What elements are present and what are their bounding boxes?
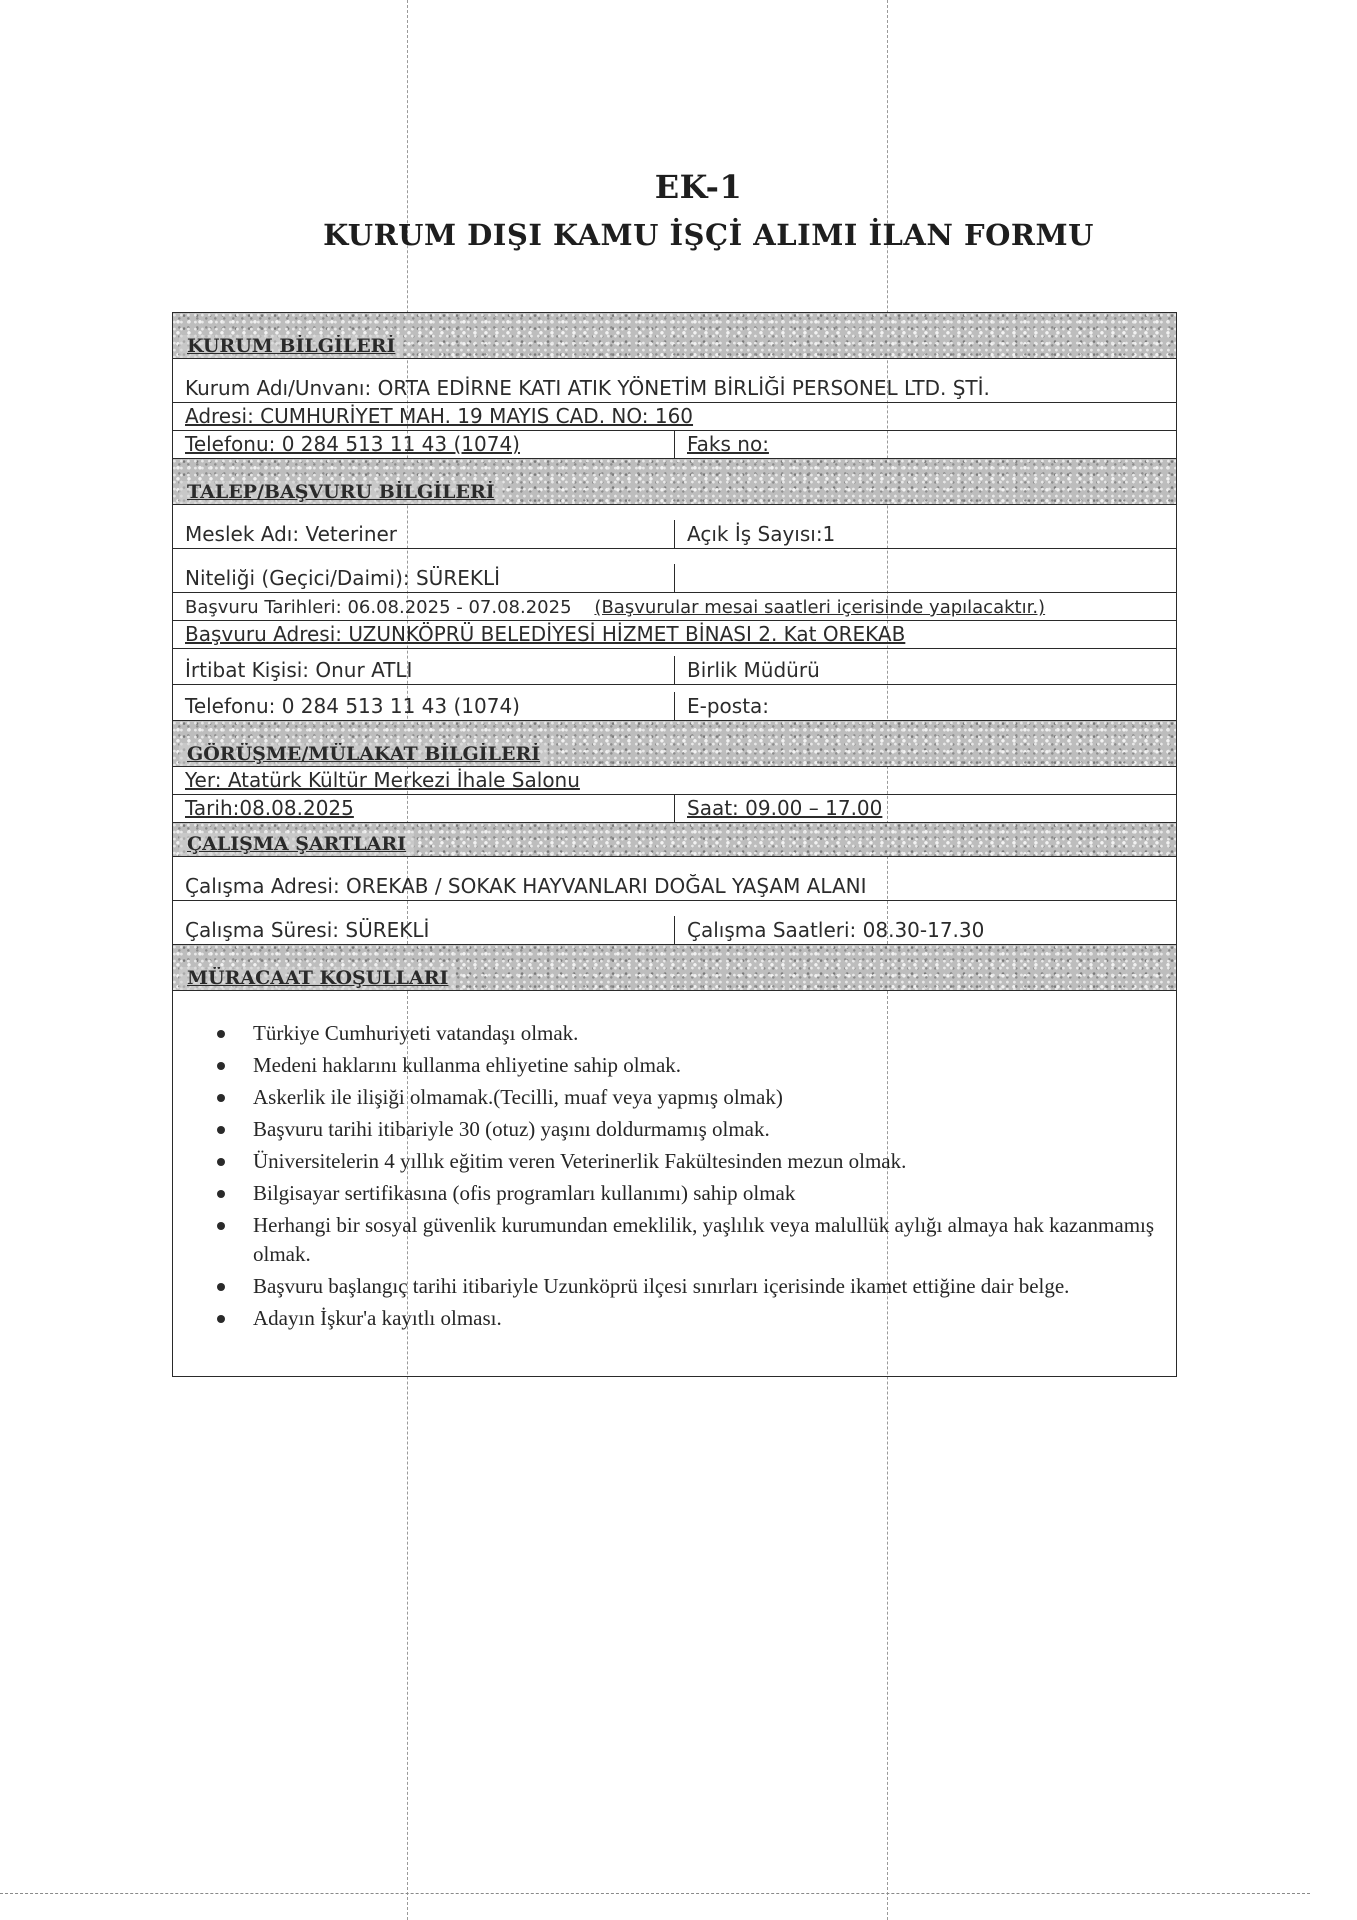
requirement-text: Üniversitelerin 4 yıllık eğitim veren Veterinerlik Fakültesinden mezun olmak.: [253, 1149, 907, 1173]
profession: Meslek Adı: Veteriner: [173, 520, 675, 548]
bullet-icon: [217, 1030, 225, 1038]
document-header: [0, 168, 1357, 252]
section-talep: [173, 459, 1176, 505]
section-title-talep: TALEP/BAŞVURU BİLGİLERİ: [179, 481, 503, 504]
job-nature-empty: [675, 588, 1176, 592]
row-kurum-contact: [173, 431, 1176, 459]
kurum-fax: Faks no:: [687, 432, 769, 456]
list-item: [217, 1019, 1156, 1048]
bullet-icon: [217, 1126, 225, 1134]
apply-address: Başvuru Adresi: UZUNKÖPRÜ BELEDİYESİ HİZMET BİNASI 2. Kat OREKAB: [185, 622, 906, 646]
document-subtitle: KURUM DIŞI KAMU İŞÇİ ALIMI İLAN FORMU: [323, 218, 1094, 252]
row-kurum-name: [173, 359, 1176, 403]
section-title-kurum: KURUM BİLGİLERİ: [179, 335, 403, 358]
row-talep-phone: [173, 685, 1176, 721]
bullet-icon: [217, 1315, 225, 1323]
bullet-icon: [217, 1190, 225, 1198]
work-hours: Çalışma Saatleri: 08.30-17.30: [687, 918, 985, 942]
row-contact: [173, 649, 1176, 685]
row-nature: [173, 549, 1176, 593]
requirement-text: Askerlik ile ilişiği olmamak.(Tecilli, muaf veya yapmış olmak): [253, 1085, 783, 1109]
section-title-gorusme: GÖRÜŞME/MÜLAKAT BİLGİLERİ: [179, 743, 548, 766]
bullet-icon: [217, 1158, 225, 1166]
bullet-icon: [217, 1283, 225, 1291]
section-calisma: [173, 823, 1176, 857]
interview-place: Yer: Atatürk Kültür Merkezi İhale Salonu: [185, 768, 580, 792]
list-item: [217, 1115, 1156, 1144]
row-apply-address: [173, 621, 1176, 649]
application-dates: [173, 595, 1176, 620]
talep-email: E-posta:: [687, 694, 770, 718]
section-title-muracaat: MÜRACAAT KOŞULLARI: [179, 967, 456, 990]
contact-title: Birlik Müdürü: [687, 658, 820, 682]
row-interview-date: [173, 795, 1176, 823]
requirement-text: Adayın İşkur'a kayıtlı olması.: [253, 1306, 502, 1330]
row-kurum-address: [173, 403, 1176, 431]
section-title-calisma: ÇALIŞMA ŞARTLARI: [179, 833, 414, 856]
work-address: Çalışma Adresi: OREKAB / SOKAK HAYVANLARI DOĞAL YAŞAM ALANI: [185, 874, 867, 898]
kurum-address: Adresi: CUMHURİYET MAH. 19 MAYIS CAD. NO: 160: [185, 404, 694, 428]
job-nature: Niteliği (Geçici/Daimi): SÜREKLİ: [173, 564, 675, 592]
section-kurum: [173, 313, 1176, 359]
kurum-phone: Telefonu: 0 284 513 11 43 (1074): [173, 430, 675, 458]
requirement-text: Türkiye Cumhuriyeti vatandaşı olmak.: [253, 1021, 579, 1045]
bullet-icon: [217, 1222, 225, 1230]
list-item: [217, 1272, 1156, 1301]
section-muracaat: [173, 945, 1176, 991]
application-dates-note: (Başvurular mesai saatleri içerisinde yapılacaktır.): [594, 597, 1046, 618]
interview-time: Saat: 09.00 – 17.00: [687, 796, 883, 820]
list-item: [217, 1304, 1156, 1333]
scan-bottom-line: [0, 1893, 1310, 1895]
requirement-text: Başvuru başlangıç tarihi itibariyle Uzunköprü ilçesi sınırları içerisinde ikamet ettiğine dair belge.: [253, 1274, 1070, 1298]
row-work-address: [173, 857, 1176, 901]
application-dates-value: Başvuru Tarihleri: 06.08.2025 - 07.08.2025: [185, 597, 572, 618]
contact-person: İrtibat Kişisi: Onur ATLI: [173, 656, 675, 684]
requirement-text: Başvuru tarihi itibariyle 30 (otuz) yaşını doldurmamış olmak.: [253, 1117, 770, 1141]
bullet-icon: [217, 1094, 225, 1102]
list-item: [217, 1147, 1156, 1176]
application-form: [172, 312, 1177, 1377]
list-item: [217, 1051, 1156, 1080]
talep-phone: Telefonu: 0 284 513 11 43 (1074): [173, 692, 675, 720]
document-title: EK-1: [654, 168, 743, 206]
work-duration: Çalışma Süresi: SÜREKLİ: [173, 916, 675, 944]
row-dates: [173, 593, 1176, 621]
requirement-text: Bilgisayar sertifikasına (ofis programları kullanımı) sahip olmak: [253, 1181, 796, 1205]
list-item: [217, 1083, 1156, 1112]
row-interview-place: [173, 767, 1176, 795]
requirement-text: Herhangi bir sosyal güvenlik kurumundan emeklilik, yaşlılık veya malullük aylığı almaya hak kazanmamış olmak.: [253, 1213, 1155, 1266]
row-profession: [173, 505, 1176, 549]
section-gorusme: [173, 721, 1176, 767]
row-work-duration: [173, 901, 1176, 945]
list-item: [217, 1211, 1156, 1269]
list-item: [217, 1179, 1156, 1208]
requirements-list: [173, 991, 1176, 1376]
interview-date: Tarih:08.08.2025: [173, 794, 675, 822]
open-jobs: Açık İş Sayısı:1: [687, 522, 836, 546]
requirement-text: Medeni haklarını kullanma ehliyetine sahip olmak.: [253, 1053, 682, 1077]
kurum-name: Kurum Adı/Unvanı: ORTA EDİRNE KATI ATIK YÖNETİM BİRLİĞİ PERSONEL LTD. ŞTİ.: [185, 376, 990, 400]
bullet-icon: [217, 1062, 225, 1070]
